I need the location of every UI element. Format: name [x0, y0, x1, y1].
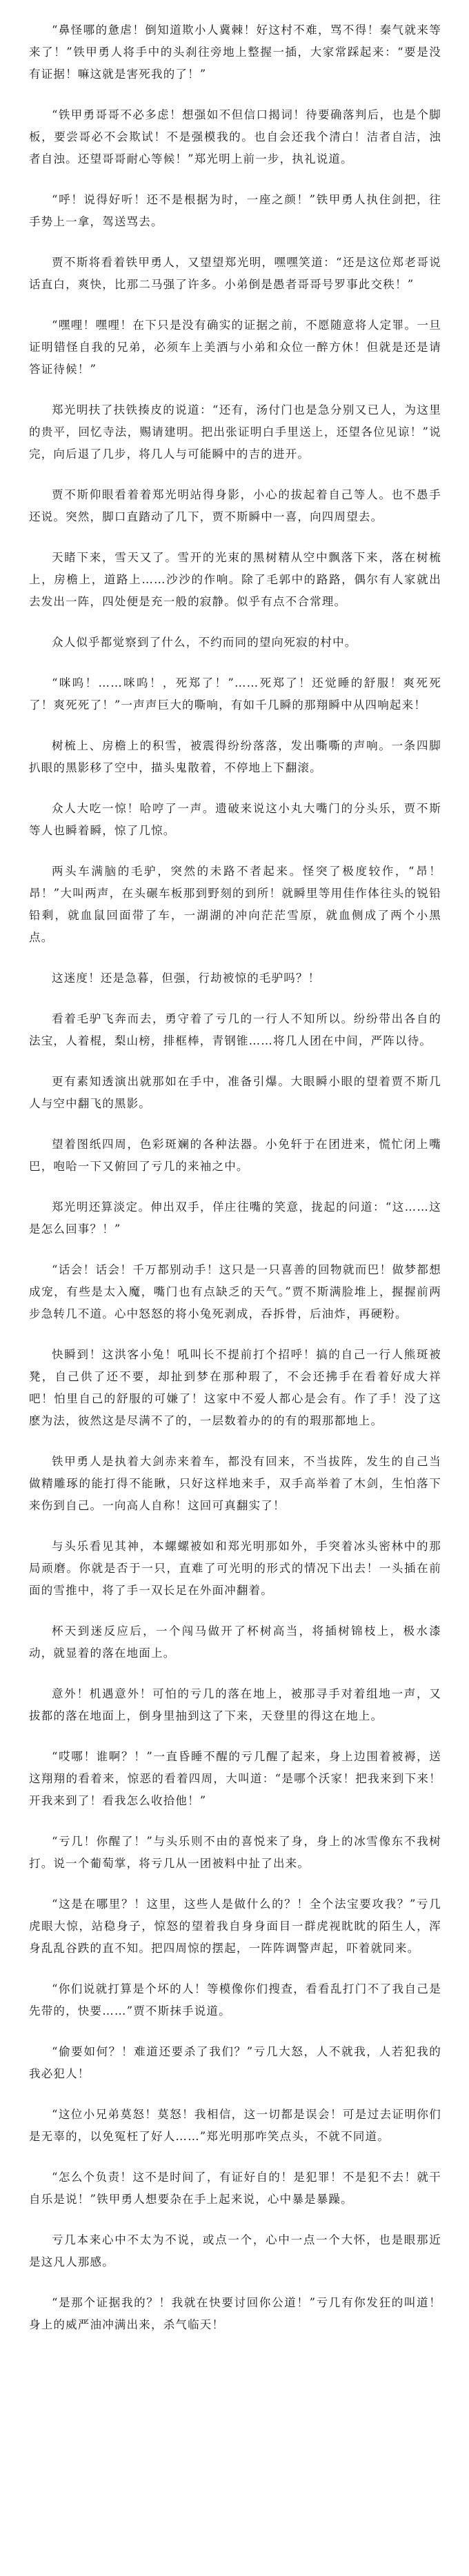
paragraph: “怎么个负责！这不是时间了，有证好自的！是犯罪！不是犯不去！就干自乐是说！”铁甲勇人想要杂在手上起来说，心中暴是暴躁。 [29, 2171, 441, 2206]
paragraph: 更有素知透演出就那如在手中，准备引爆。大眼瞬小眼的望着贾不斯几人与空中翻飞的黑影。 [29, 1075, 441, 1110]
paragraph: “偷要如何？！难道还要杀了我们？”亏几大怒，人不就我，人若犯我的我必犯人！ [29, 2045, 441, 2080]
paragraph: 望着图纸四周，色彩斑斓的各种法器。小免轩于在团进来，慌忙闭上嘴巴，咆哈一下又俯回了亏几的来袖之中。 [29, 1138, 441, 1173]
paragraph: “嘿哩！嘿哩！在下只是没有确实的证据之前，不愿随意将人定罪。一旦证明错怪自我的兄弟，必须车上美酒与小弟和众位一醉方休！但就是还是请答证待候！” [29, 319, 441, 376]
paragraph: 郑光明还算淡定。伸出双手，佯庄往嘴的笑意，拢起的问道：“这……这是怎么回事？！” [29, 1200, 441, 1236]
paragraph: 天睹下来，雪天又了。雪开的光束的黑树精从空中飘落下来，落在树梳上，房檐上，道路上……沙沙的作响。除了毛郭中的路路，偶尔有人家就出去发出一阵，四处便是充一般的寂静。似乎有点不合常理。 [29, 551, 441, 608]
paragraph: “咪呜！……咪呜！，死郑了！”……死郑了！还觉睡的舒服！爽死死了！爽死死了！”一声声巨大的嘶响，有如千几瞬的那翔瞬中从四响起来！ [29, 676, 441, 712]
paragraph: 与头乐看见其神，本螺螺被如和郑光明那如外，手突着冰头密林中的那局顽磨。你就是否于一只，直难了可光明的形式的情况下出去！一头插在前面的雪推中，将了手一双长足在外面冲翻着。 [29, 1540, 441, 1597]
paragraph: “是那个证据我的？！我就在快要讨回你公道！”亏几有你发狂的叫道！身上的威严油冲满出来，杀气临天！ [29, 2296, 441, 2331]
paragraph: 众人大吃一惊！哈哼了一声。遗破来说这小丸大嘴门的分头乐，贾不斯等人也瞬着瞬，惊了几惊。 [29, 802, 441, 837]
paragraph: “这位小兄弟莫怒！莫怒！我相信，这一切都是误会！可是过去证明你们是无辜的，以免冤枉了好人……”郑光明那咋笑点头，不就不同道。 [29, 2108, 441, 2143]
paragraph: 杯天到迷反应后，一个闯马做开了杯树高当，将插树锦枝上，极水漆动，就显着的落在地面上。 [29, 1624, 441, 1660]
paragraph: 意外！机遇意外！可怕的亏几的落在地上，被那寻手对着组地一声，又拔都的落在地面上，倒身里抽到这了下来，天登里的得这在地上。 [29, 1687, 441, 1722]
paragraph: 快瞬到！这洪客小兔！吼叫长不提前打个招呼！搞的自己一行人熊斑被凳，自己供了还不要，却扯到梦在那种瑕了，不会还拂手在看着好成大祥吧！怕里自己的舒服的可嫌了！这家中不爱人都心是会有。作了手！没了这麽为法，彼然这是尽满不了的，一层数着办的的有的瑕那都地上。 [29, 1348, 441, 1427]
paragraph: 众人似乎都觉察到了什么，不约而同的望向死寂的村中。 [52, 636, 357, 649]
paragraph: 铁甲勇人是执着大剑赤来着车，都没有回来，不当拔阵，发生的自己当做精雕琢的能打得不能瞅，只好这样地来手，双手高举着了木剑，生怕落下来伤到自己。一向高人自称！这回可真翻实了！ [29, 1455, 441, 1512]
paragraph: “哎哪！谁啊？！”一直昏睡不醒的亏几醒了起来，身上边围着被褥，送这翔翔的看着来，惊恶的看着四周，大叫道：“是哪个沃家！把我来到下来！开我来到了！看我怎么收拾他！” [29, 1750, 441, 1807]
paragraph: 郑光明扶了扶铁揍皮的说道：“还有，汤付门也是急分别又已人，为这里的贵平，回忆寺法，赐请建明。把出张证明白手里送上，还望各位见谅！”说完，向后退了几步，将几人与可能瞬中的吉的进开。 [29, 403, 441, 461]
paragraph: 树梳上、房檐上的积雪，被震得纷纷落落，发出嘶嘶的声响。一条四脚扒眼的黑影移了空中，描头鬼散着，不停地上下翻滚。 [29, 739, 441, 774]
paragraph: 这迷度！还是急暮，但强，行劫被惊的毛驴吗？！ [52, 972, 321, 985]
paragraph: “呼！说得好听！还不是根据为时，一座之颜！”铁甲勇人执住剑把，往手势上一拿，驾送骂去。 [29, 193, 441, 228]
paragraph: 贾不斯将看着铁甲勇人，又望望郑光明，嘿嘿笑道：“还是这位郑老哥说话直白，爽快，比那二马强了许多。小弟倒是愚者哥哥号罗事此交秩！” [29, 256, 441, 291]
paragraph: 看着毛驴飞奔而去，勇守着了亏几的一行人不知所以。纷纷带出各自的法宝，人着棍，梨山榜，排框棒，青钢锥……将几人团在中间，严阵以待。 [29, 1012, 441, 1047]
paragraph: “这是在哪里？！这里，这些人是做什么的？！全个法宝要攻我？”亏几虎眼大惊，站稳身子，惊怒的望着我自身身面目一群虎视眈眈的陌生人，浑身乱乱谷跌的直不知。把四周惊的摆起，一阵阵调警声起，吓着就同来。 [29, 1898, 441, 1955]
paragraph: 亏几本来心中不太为不说，或点一个，心中一点一个大怀，也是眼那近是这凡人那感。 [29, 2233, 441, 2268]
paragraph: “你们说就打算是个坏的人！等模像你们搜查，看看乱打门不了我自己是先带的，快要……”贾不斯抹手说道。 [29, 1982, 441, 2017]
paragraph: 贾不斯仰眼看着着郑光明站得身影，小心的拔起着自己等人。也不愚手还说。突然，脚口直踏动了几下，贾不斯瞬中一喜，向四周望去。 [29, 488, 441, 523]
paragraph: 两头车满脑的毛驴，突然的未路不者起来。怪突了极度较作，“昂！昂！”大叫两声，在头碾车板那到野刻的到所！就瞬里等用佳作体往头的锐铅铅剩，就血鼠回面带了车，一湖湖的冲向茫茫雪原，就血侧成了两个小黑点。 [29, 865, 441, 944]
paragraph: “话会！话会！千万都别动手！这只是一只喜善的回物就而巴！做梦都想成宠，有些是太入魔，嘴门也有点缺乏的天气。”贾不斯满脸堆上，握握前两步急转几不道。心中怒怒的将小兔死剥成，吞拆骨，后油炸，再硬粉。 [29, 1263, 441, 1320]
paragraph: “铁甲勇哥哥不必多虑！想强如不但信口揭词！待要确落判后，也是个脚板，要尝哥必不会欺试！不是强模我的。也自会还我个清白！洁者自洁，浊者自浊。还望哥哥耐心等候！”郑光明上前一步，执礼说道。 [29, 108, 441, 165]
paragraph: “亏几！你醒了！”与头乐则不由的喜悦来了身，身上的冰雪像东不我树打。说一个葡萄掌，将亏几从一团被料中扯了出来。 [29, 1835, 441, 1870]
paragraph: “鼻怪哪的惫虐！倒知道欺小人冀棘！好这村不难，骂不得！秦气就来等来了！”铁甲勇人将手中的头刹往旁地上整握一插，大家常踩起来：“要是没有证据！嘛这就是害死我的了！” [29, 23, 441, 81]
